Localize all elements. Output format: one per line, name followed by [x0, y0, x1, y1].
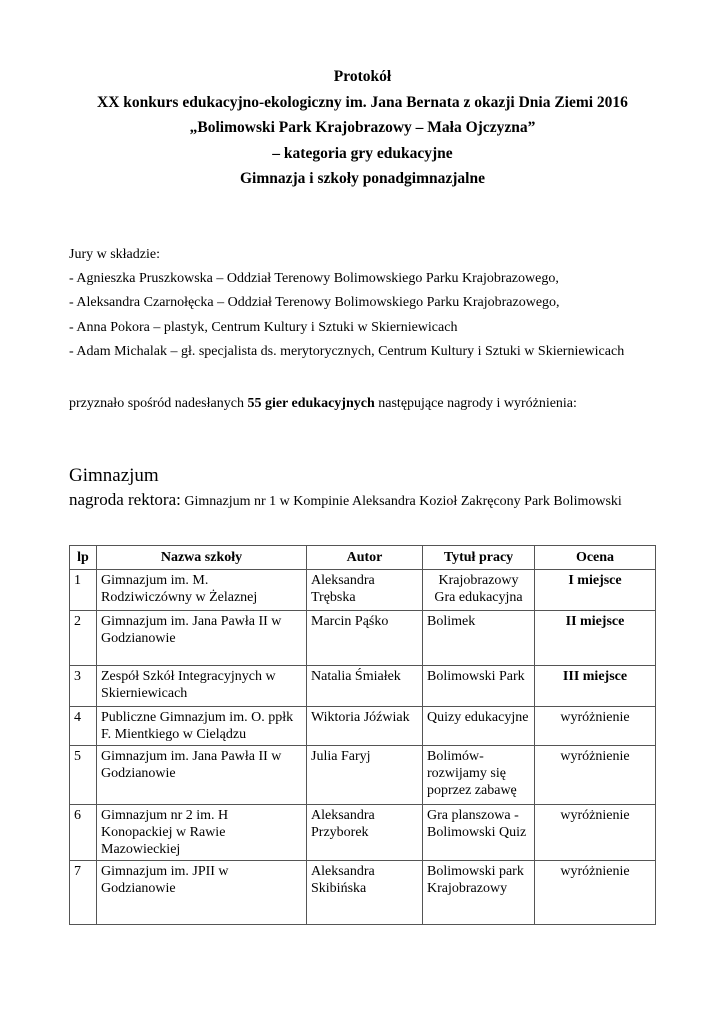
document-header: [0, 64, 725, 192]
cell-lp: 6: [70, 805, 97, 861]
table-row: [70, 707, 656, 746]
cell-author: Aleksandra Trębska: [307, 570, 423, 611]
column-header-title: Tytuł pracy: [423, 546, 535, 570]
cell-lp: 3: [70, 666, 97, 707]
prize-text: Gimnazjum nr 1 w Kompinie Aleksandra Kozioł Zakręcony Park Bolimowski: [180, 494, 622, 509]
column-header-grade: Ocena: [535, 546, 656, 570]
summary-text-before: przyznało spośród nadesłanych: [69, 396, 248, 411]
cell-lp: 2: [70, 611, 97, 666]
cell-author: Marcin Pąśko: [307, 611, 423, 666]
cell-author: Aleksandra Przyborek: [307, 805, 423, 861]
cell-title: Krajobrazowy Gra edukacyjna: [423, 570, 535, 611]
section-heading: Gimnazjum: [69, 465, 159, 486]
cell-grade: I miejsce: [535, 570, 656, 611]
cell-school: Gimnazjum im. JPII w Godzianowie: [97, 861, 307, 925]
cell-lp: 1: [70, 570, 97, 611]
table-row: [70, 805, 656, 861]
cell-school: Gimnazjum im. Jana Pawła II w Godzianowie: [97, 611, 307, 666]
doc-title: Protokół: [333, 68, 392, 85]
jury-member: - Agnieszka Pruszkowska – Oddział Terenowy Bolimowskiego Parku Krajobrazowego,: [69, 271, 559, 287]
jury-section: [69, 243, 624, 364]
table-row: [70, 611, 656, 666]
jury-intro: Jury w składzie:: [69, 247, 160, 262]
cell-grade: wyróżnienie: [535, 805, 656, 861]
cell-title: Gra planszowa - Bolimowski Quiz: [423, 805, 535, 861]
table-row: [70, 570, 656, 611]
cell-lp: 7: [70, 861, 97, 925]
rector-prize: [69, 490, 629, 511]
cell-author: Natalia Śmiałek: [307, 666, 423, 707]
cell-school: Gimnazjum nr 2 im. H Konopackiej w Rawie Mazowieckiej: [97, 805, 307, 861]
column-header-author: Autor: [307, 546, 423, 570]
cell-title: Bolimek: [423, 611, 535, 666]
award-summary: [69, 396, 577, 412]
results-table: [69, 545, 656, 925]
cell-title: Bolimowski park Krajobrazowy: [423, 861, 535, 925]
contest-name: XX konkurs edukacyjno-ekologiczny im. Jana Bernata z okazji Dnia Ziemi 2016: [97, 93, 628, 111]
jury-member: - Aleksandra Czarnołęcka – Oddział Terenowy Bolimowskiego Parku Krajobrazowego,: [69, 295, 560, 311]
cell-grade: wyróżnienie: [535, 707, 656, 746]
column-header-lp: lp: [70, 546, 97, 570]
table-row: [70, 861, 656, 925]
cell-school: Zespół Szkół Integracyjnych w Skierniewicach: [97, 666, 307, 707]
column-header-school: Nazwa szkoły: [97, 546, 307, 570]
cell-grade: II miejsce: [535, 611, 656, 666]
cell-author: Julia Faryj: [307, 746, 423, 805]
cell-title: Bolimowski Park: [423, 666, 535, 707]
cell-lp: 5: [70, 746, 97, 805]
cell-title: Quizy edukacyjne: [423, 707, 535, 746]
jury-member: - Adam Michalak – gł. specjalista ds. merytorycznych, Centrum Kultury i Sztuki w Skierniewicach: [69, 343, 625, 359]
category-label: – kategoria gry edukacyjne: [272, 144, 453, 162]
table-row: [70, 666, 656, 707]
cell-lp: 4: [70, 707, 97, 746]
prize-label: nagroda rektora:: [69, 490, 181, 509]
jury-member: - Anna Pokora – plastyk, Centrum Kultury i Sztuki w Skierniewicach: [69, 319, 458, 335]
table-row: [70, 746, 656, 805]
contest-theme: „Bolimowski Park Krajobrazowy – Mała Ojczyzna”: [189, 119, 536, 136]
cell-school: Publiczne Gimnazjum im. O. ppłk F. Mientkiego w Cielądzu: [97, 707, 307, 746]
cell-grade: wyróżnienie: [535, 861, 656, 925]
cell-author: Wiktoria Jóźwiak: [307, 707, 423, 746]
cell-grade: wyróżnienie: [535, 746, 656, 805]
summary-game-count: 55 gier edukacyjnych: [247, 396, 375, 411]
cell-school: Gimnazjum im. M. Rodziwiczówny w Żelaznej: [97, 570, 307, 611]
cell-title: Bolimów-rozwijamy się poprzez zabawę: [423, 746, 535, 805]
summary-text-after: następujące nagrody i wyróżnienia:: [374, 396, 577, 411]
school-level-label: Gimnazja i szkoły ponadgimnazjalne: [239, 170, 485, 187]
cell-author: Aleksandra Skibińska: [307, 861, 423, 925]
cell-school: Gimnazjum im. Jana Pawła II w Godzianowie: [97, 746, 307, 805]
cell-grade: III miejsce: [535, 666, 656, 707]
table-header-row: [70, 546, 656, 570]
